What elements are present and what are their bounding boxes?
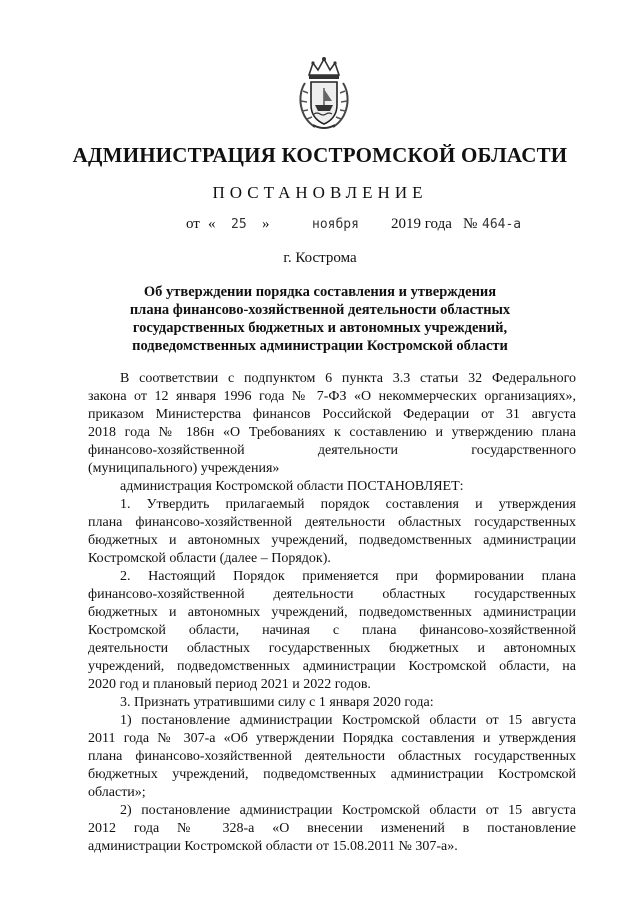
body-line: 2012 года № 328-а «О внесении изменений в постановление <box>88 821 576 836</box>
body-line: 1) постановление администрации Костромской области от 15 августа <box>120 713 576 728</box>
document-body <box>88 370 576 856</box>
body-line: финансово-хозяйственной деятельности государственного <box>88 443 576 458</box>
date-close-quote: » <box>262 216 270 232</box>
coat-of-arms-icon <box>295 55 353 131</box>
body-line: области»; <box>88 785 146 800</box>
body-line: (муниципального) учреждения» <box>88 461 280 476</box>
date-month: ноября <box>312 217 359 232</box>
title-line: Об утверждении порядка составления и утверждения <box>143 284 497 300</box>
body-line: деятельности областных государственных бюджетных и автономных <box>88 641 576 656</box>
body-line: бюджетных и автономных учреждений, подведомственных администрации <box>88 533 576 548</box>
body-line: 2011 года № 307-а «Об утверждении Порядка составления и утверждения <box>88 731 576 746</box>
city-name: г. Кострома <box>283 250 357 266</box>
date-open-quote: « <box>208 216 216 232</box>
body-line: приказом Министерства финансов Российской Федерации от 31 августа <box>88 407 576 422</box>
body-line: В соответствии с подпунктом 6 пункта 3.3 статьи 32 Федерального <box>120 371 576 386</box>
document-number: 464-а <box>482 217 522 232</box>
body-line: 2. Настоящий Порядок применяется при формировании плана <box>120 569 576 584</box>
body-line: бюджетных и автономных учреждений, подведомственных администрации <box>88 605 576 620</box>
body-line: плана финансово-хозяйственной деятельности областных государственных <box>88 515 576 530</box>
document-type: ПОСТАНОВЛЕНИЕ <box>212 183 428 202</box>
title-line: государственных бюджетных и автономных учреждений, <box>132 320 508 336</box>
document-title <box>110 283 530 355</box>
body-line: учреждений, подведомственных администрации Костромской области, на <box>88 659 576 674</box>
date-day: 25 <box>231 217 247 232</box>
title-line: подведомственных администрации Костромской области <box>132 338 508 354</box>
organization-name: АДМИНИСТРАЦИЯ КОСТРОМСКОЙ ОБЛАСТИ <box>72 143 568 167</box>
body-line: плана финансово-хозяйственной деятельности областных государственных <box>88 749 576 764</box>
number-label: № <box>463 216 478 232</box>
date-prefix: от <box>186 216 200 232</box>
date-year: 2019 года <box>391 216 452 232</box>
body-line: бюджетных учреждений, подведомственных администрации Костромской <box>88 767 576 782</box>
body-line: 2020 год и плановый период 2021 и 2022 годов. <box>88 677 371 692</box>
body-line: администрация Костромской области ПОСТАНОВЛЯЕТ: <box>120 479 464 494</box>
body-line: 1. Утвердить прилагаемый порядок составления и утверждения <box>120 497 576 512</box>
body-line: 2018 года № 186н «О Требованиях к составлению и утверждению плана <box>88 425 576 440</box>
body-line: 3. Признать утратившими силу с 1 января 2020 года: <box>120 695 434 710</box>
body-line: Костромской области, начиная с плана финансово-хозяйственной <box>88 623 576 638</box>
body-line: финансово-хозяйственной деятельности областных государственных <box>88 587 576 602</box>
body-line: Костромской области (далее – Порядок). <box>88 551 331 566</box>
date-number-line <box>0 216 640 238</box>
title-line: плана финансово-хозяйственной деятельности областных <box>129 302 511 318</box>
body-line: закона от 12 января 1996 года № 7-ФЗ «О некоммерческих организациях», <box>88 389 576 404</box>
body-line: администрации Костромской области от 15.08.2011 № 307-а». <box>88 839 458 854</box>
body-line: 2) постановление администрации Костромской области от 15 августа <box>120 803 576 818</box>
